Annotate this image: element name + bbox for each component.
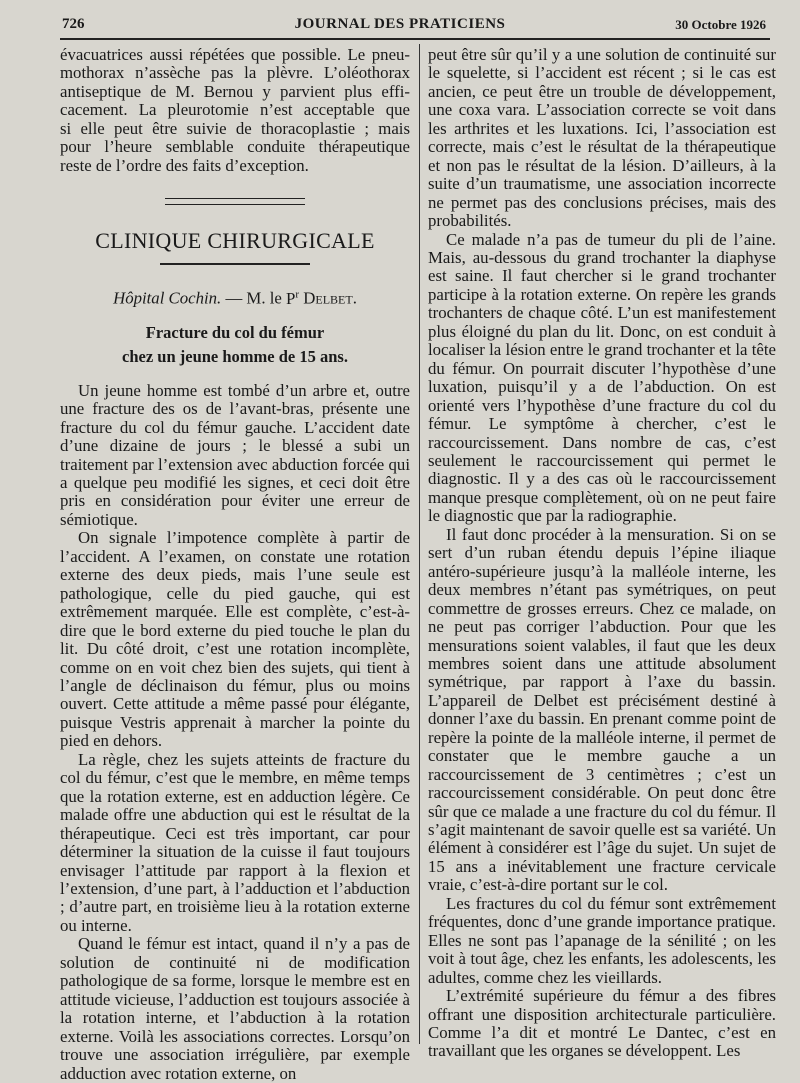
paragraph: La règle, chez les sujets atteints de fracture du col du fémur, c’est que le membre, en même temps que la rotation externe, est en adduction légère. Ce malade offre une abduction qui est le résultat de la thérapeutique. Ceci est très important, car pour déterminer la situation de la cuisse il faut toujours envisager l’attitude par rapport à la flexion et l’extension, d’une part, à l’adduction et l’abduction ; d’autre part, en troisième lieu à la rotation externe ou interne. [60, 749, 410, 935]
paragraph: Ce malade n’a pas de tumeur du pli de l’aine. Mais, au-dessous du grand trochanter la diaphyse est saine. Il faut chercher si le grand trochanter participe à la rotation externe. On repère les grands trochanters de chaque côté. L’un est manifestement plus éloigné du plan du lit. Donc, on est conduit à localiser la lésion entre le grand trochanter et la tête du fémur. On pourrait discuter l’hypothèse d’une luxation, puisqu’il y a de l’abduction. On est orienté vers l’hypothèse d’une fracture du col du fémur. Le symptôme à chercher, c’est le raccourcissement. Dans nombre de cas, c’est seulement le raccourcissement qui permet le diagnostic. Il y a des cas où le raccourcissement manque presque complètement, où on ne peut faire le diagnostic que par la radiographie. [428, 229, 776, 526]
paragraph: Les fractures du col du fémur sont extrêmement fréquentes, donc d’une grande importance pratique. Elles ne sont pas l’apanage de la sénilité ; on les voit à tout âge, chez les enfants, les adolescents, les adultes, comme chez les vieillards. [428, 893, 776, 987]
right-column [428, 46, 776, 1061]
section-title-rule [160, 263, 310, 265]
paragraph: peut être sûr qu’il y a une solution de continuité sur le squelette, si l’accident est récent ; si le cas est ancien, ce peut être un trouble de développement, une coxa vara. L’association correcte se voit dans les arthrites et les luxations. Ici, l’association est correcte, mais c’est le résultat de la thérapeutique et non pas le résultat de la lésion. D’ailleurs, à la suite d’un traumatisme, une association incorrecte ne permet pas des conclusions précises, mais des probabilités. [428, 45, 776, 231]
professor-title: $P^r$ [286, 288, 300, 308]
journal-title: JOURNAL DES PRATICIENS [294, 16, 506, 32]
column-divider [419, 44, 420, 1044]
left-column [60, 46, 410, 1083]
section-title: CLINIQUE CHIRURGICALE [95, 228, 375, 254]
paragraph: Il faut donc procéder à la mensuration. Si on se sert d’un ruban étendu depuis l’épine iliaque antéro-supérieure jusqu’à la malléole interne, les deux membres n’étant pas symétriques, on peut commettre de grosses erreurs. Chez ce malade, on ne peut pas corriger l’abduction. Pour que les mensurations soient valables, il faut que les deux membres soient dans une attitude absolument symétrique, par rapport à l’axe du bassin. L’appareil de Delbet est précisément destiné à donner l’axe du bassin. En prenant comme point de repère la pointe de la malléole interne, il permet de constater que le membre gauche a un raccourcissement de 3 centimètres ; c’est un raccourcissement considérable. On peut donc être sûr que ce malade a une fracture du col du fémur. Il s’agit maintenant de savoir quelle est sa variété. Un élément à considérer est l’âge du sujet. Un sujet de 15 ans a inévitablement une fracture cervicale vraie, c’est-à-dire portant sur le col. [428, 524, 776, 895]
section-ornament [165, 198, 305, 205]
paragraph: Un jeune homme est tombé d’un arbre et, outre une fracture des os de l’avant-bras, présente une fracture du col du fémur gauche. L’accident date d’une dizaine de jours ; le blessé a subi un traitement par l’extension avec abduction forcée qui a quelque peu modifié les signes, et ceci doit être pris en considération pour éviter une erreur de sémiotique. [60, 380, 410, 529]
paragraph: On signale l’impotence complète à partir de l’accident. A l’examen, on constate une rotation externe des deux pieds, mais l’une seule est pathologique, celle du pied gauche, qui est extrêmement marquée. Elle est complète, c’est-à-dire que le bord externe du pied touche le plan du lit. Du côté droit, c’est une rotation incomplète, comme on en voit chez bien des sujets, qui tient à l’angle de déclinaison du fémur, plus ou moins ouvert. Cette attitude a même passé pour élégante, puisque Vestris apprenait à marcher la pointe du pied en dehors. [60, 528, 410, 751]
header-rule [60, 38, 770, 40]
byline-separator: — M. le [225, 288, 282, 308]
page-number: 726 [62, 16, 85, 32]
professor-name: Delbet. [303, 288, 357, 308]
paragraph: Quand le fémur est intact, quand il n’y a pas de solution de continuité ni de modification pathologique de sa forme, lorsque le membre est en attitude vicieuse, l’adduction est toujours associée à la rotation interne, et l’abduction à la rotation externe. Voilà les associations correctes. Lorsqu’on trouve une association irrégulière, par exemple adduction avec rotation externe, on [60, 934, 410, 1083]
paragraph: L’extrémité supérieure du fémur a des fibres offrant une disposition architecturale particulière. Comme l’a dit et montré Le Dantec, c’est en travaillant que les organes se développent. Les [428, 986, 776, 1061]
article-title: Fracture du col du fémur chez un jeune homme de 15 ans. [122, 322, 348, 366]
hospital-byline [60, 284, 410, 309]
hospital-name: Hôpital Cochin. [113, 288, 222, 308]
intro-paragraph: évacuatrices aussi répétées que possible. Le pneu- mothorax n’assèche pas la plèvre. L’oléothorax antiseptique de M. Bernou y parvient plus effi- cacement. La pleurotomie n’est acceptable que si elle peut être suivie de thoracoplastie ; mais pour l’heure semblable conduite thérapeutique reste de l’ordre des faits d’exception. [60, 45, 410, 175]
issue-date: 30 Octobre 1926 [675, 17, 766, 32]
running-header [0, 10, 800, 36]
